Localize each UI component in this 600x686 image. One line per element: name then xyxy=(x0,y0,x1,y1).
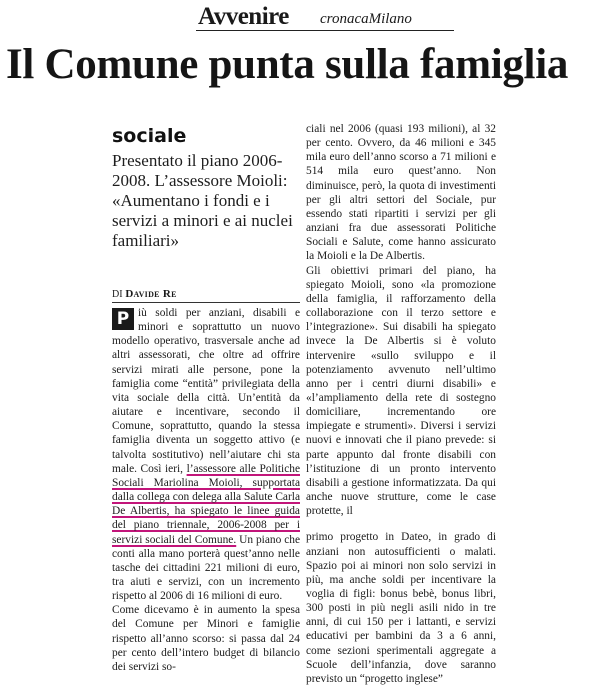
article-column-1 xyxy=(112,306,300,678)
byline xyxy=(112,288,177,301)
article-paragraph: Come dicevamo è in aumento la spesa del Comune per Minori e famiglie rispetto all’anno scorso: si passa dal 24 per cento dell’intero budget di bilancio dei servizi so- xyxy=(112,604,300,673)
newspaper-logo: Avvenire xyxy=(198,3,289,30)
section-label: cronacaMilano xyxy=(320,11,412,27)
article-column-2 xyxy=(306,122,496,685)
byline-prefix: DI xyxy=(112,289,123,300)
article-text: iù soldi per anziani, disabili e minori e soprattutto un nuovo modello operativo, trasversale anche ad altri assessorati, che oltre ad offrire servizi mirati alle persone, pone la famiglia come “entità” privilegiata della vita sociale della città. Un’entità da aiutare e incentivare, secondo il Comune, soprattutto, quando la stessa famiglia diventa un soggetto attivo (e talvolta sostitutivo) nell’aiutare chi sta male. Così ieri, xyxy=(112,307,300,475)
byline-author: Davide Re xyxy=(125,288,177,300)
byline-rule xyxy=(112,302,300,303)
highlighted-text: l’assessore alle Politiche Sociali Mariolina Moioli, supportata dalla collega con delega alla Salute Carla De Albertis, ha spiegato le linee guida del piano triennale, 2006-2008 per i servizi sociali del Comune. xyxy=(112,462,300,546)
masthead xyxy=(0,0,600,34)
article-text: Un piano che conti alla mano porterà quest’anno nelle tasche dei cittadini 221 milioni di euro, tra aiuti e servizi, con un incremento rispetto al 2006 di 16 milioni di euro. xyxy=(112,533,300,603)
article-paragraph: primo progetto in Dateo, in grado di anziani non autosufficienti o malati. Spazio poi ai minori non solo servizi in più, ma anche soldi per incentivare la voglia di figli: bonus bebè, bonus libri, 300 posti in più negli asili nido in tre anni, di cui 150 per i lattanti, e servizi educativi per bambini da 3 a 6 anni, come sezioni sperimentali aggregate a Scuole dell’infanzia, dove saranno previsto un “progetto inglese” xyxy=(306,531,496,685)
article-paragraph: Gli obiettivi primari del piano, ha spiegato Moioli, sono «la promozione della famiglia, il rafforzamento della collaborazione con il terzo settore e l’integrazione». Sui disabili ha spiegato invece la De Albertis si è voluto intervenire «sullo sviluppo e il potenziamento avvenuto nell’ultimo anno per i centri diurni disabili» e «l’ampliamento della rete di sostegno domiciliare, incrementando ore impiegate e strumenti». Diversi i servizi nuovi e innovati che il piano prevede: si parte appunto dal fronte disabili con l’istituzione di un pronto intervento disabili a gestione informatizzata. Da qui anche nuove strutture, come le case protette, il xyxy=(306,264,496,518)
subheadline: Presentato il piano 2006-2008. L’assessore Moioli: «Aumentano i fondi e i servizi a minori e ai nuclei familiari» xyxy=(112,151,293,250)
paragraph-gap xyxy=(306,518,496,530)
article-paragraph: ciali nel 2006 (quasi 193 milioni), al 32 per cento. Ovvero, da 46 milioni e 345 mila euro dell’anno scorso a 71 milioni e 514 mila euro quest’anno. Non diminuisce, però, la quota di investimenti per gli altri settori del Sociale, pur essendo stati ripartiti i servizi per gli anziani fra due assessorati Politiche Sociali e Salute, come hanno assicurato la Moioli e la De Albertis. xyxy=(306,123,496,263)
drop-cap: P xyxy=(112,308,134,330)
masthead-rule xyxy=(196,30,454,31)
kicker: sociale xyxy=(112,125,187,147)
headline: Il Comune punta sulla famiglia xyxy=(6,41,569,88)
